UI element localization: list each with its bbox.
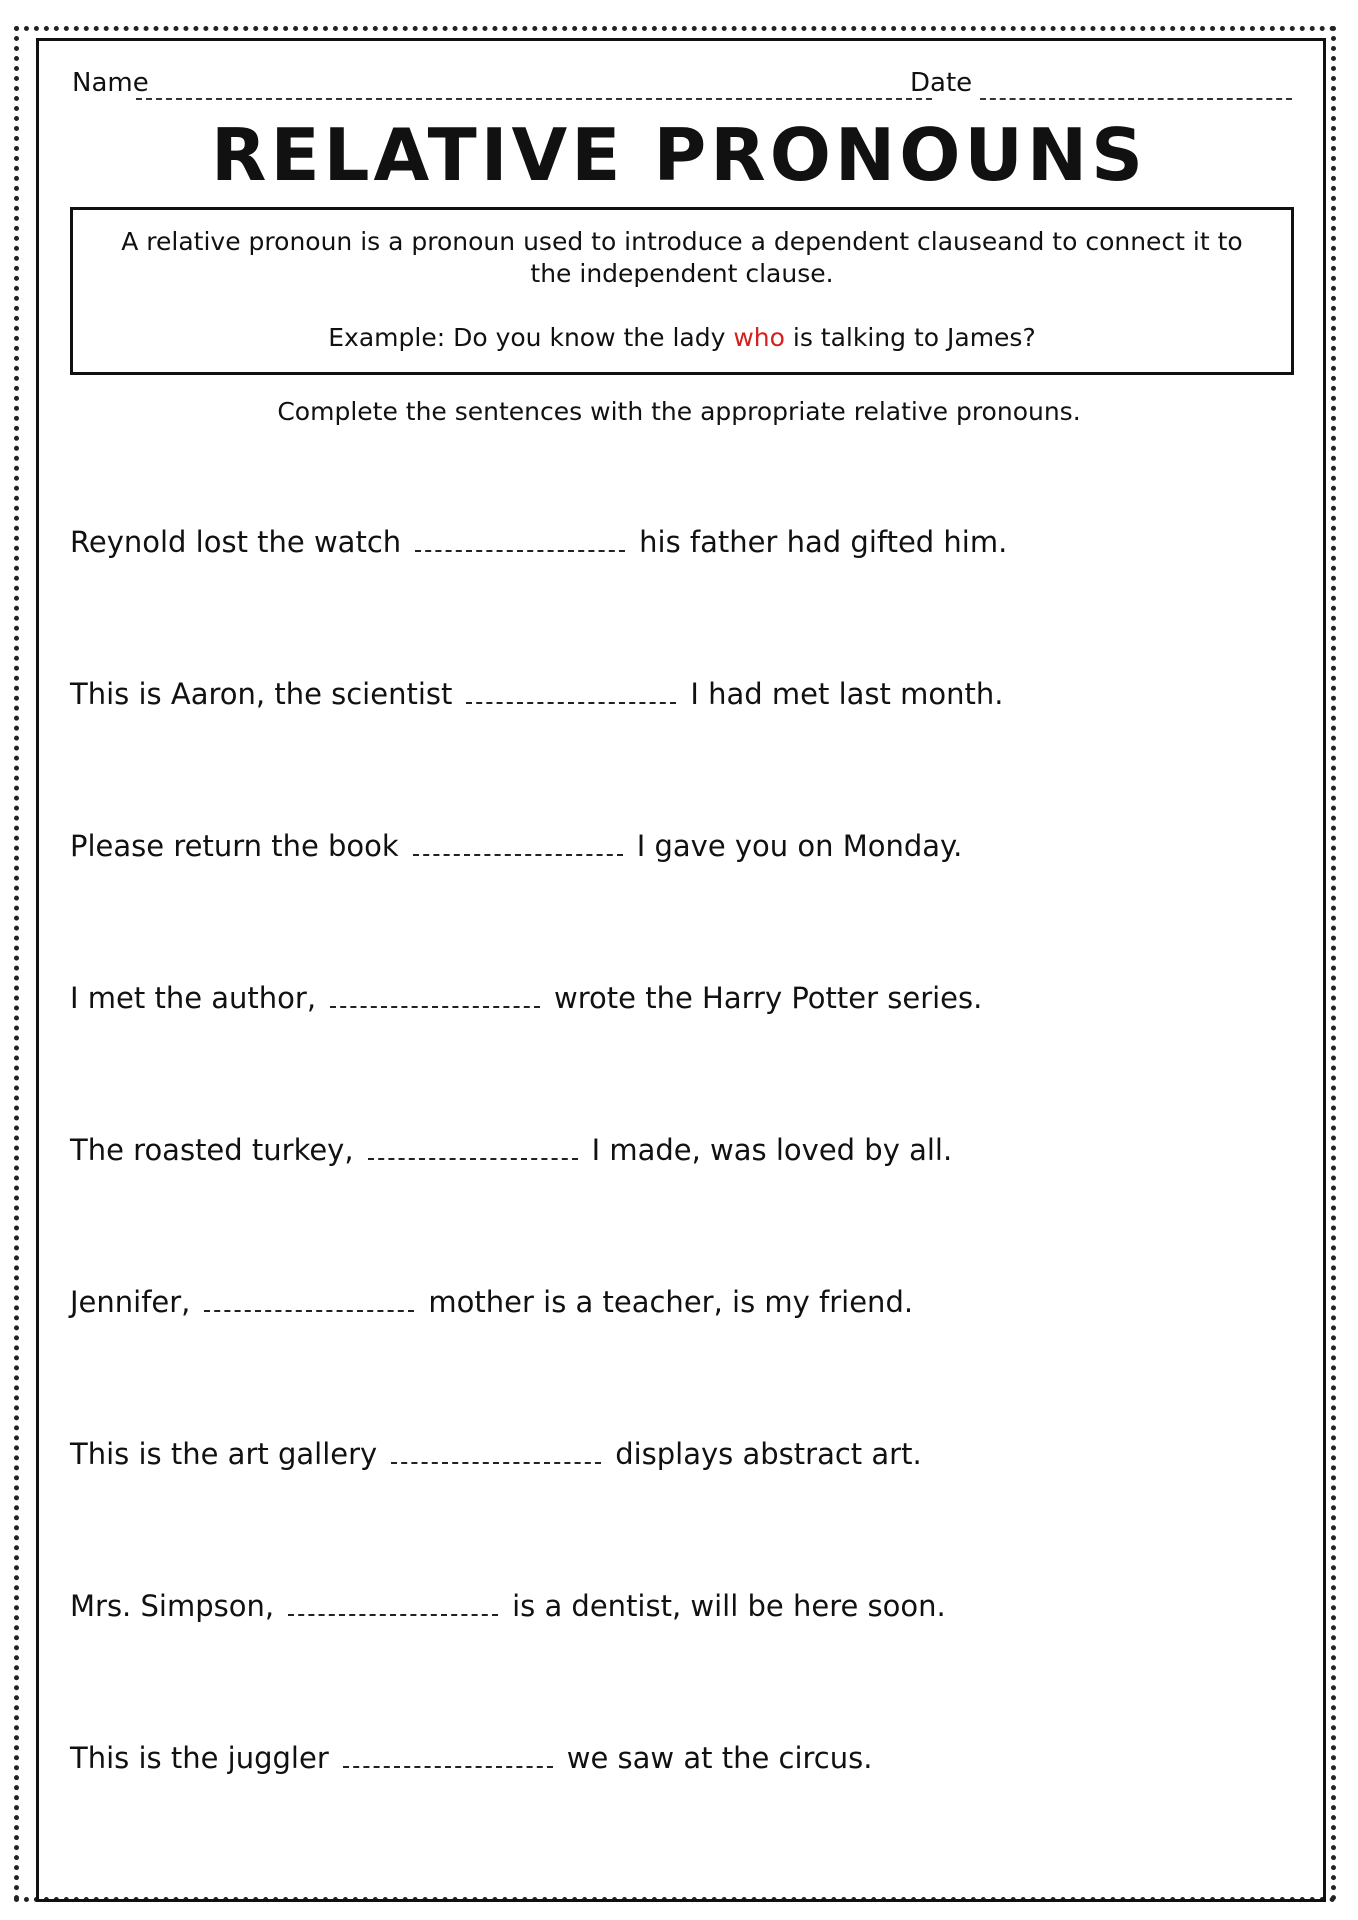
sentence-before: This is the art gallery (70, 1437, 378, 1471)
sentence-after: I gave you on Monday. (636, 829, 963, 863)
name-label: Name (72, 68, 149, 98)
sentence-before: Please return the book (70, 829, 399, 863)
sentence-after: wrote the Harry Potter series. (554, 981, 983, 1015)
sentence-before: The roasted turkey, (70, 1133, 354, 1167)
sentence-9 (70, 1740, 872, 1776)
answer-blank[interactable] (391, 1440, 601, 1464)
sentence-after: we saw at the circus. (566, 1741, 873, 1775)
sentence-after: I made, was loved by all. (591, 1133, 953, 1167)
answer-blank[interactable] (415, 528, 625, 552)
definition-text: A relative pronoun is a pronoun used to introduce a dependent clauseand to connect it to the independent clause. (121, 227, 1243, 288)
sentence-6 (70, 1284, 913, 1320)
definition-box (70, 207, 1294, 375)
sentence-after: mother is a teacher, is my friend. (428, 1285, 914, 1319)
date-field[interactable] (980, 98, 1292, 100)
example-highlight: who (733, 323, 785, 352)
sentence-after: is a dentist, will be here soon. (512, 1589, 946, 1623)
answer-blank[interactable] (343, 1744, 553, 1768)
sentence-1 (70, 524, 1007, 560)
answer-blank[interactable] (466, 680, 676, 704)
sentence-3 (70, 828, 962, 864)
sentence-2 (70, 676, 1003, 712)
header-row (72, 68, 1292, 108)
sentence-before: Reynold lost the watch (70, 525, 402, 559)
example-sentence (101, 322, 1263, 354)
answer-blank[interactable] (288, 1592, 498, 1616)
page-title: RELATIVE PRONOUNS (211, 113, 1147, 197)
sentence-before: This is Aaron, the scientist (70, 677, 453, 711)
instructions: Complete the sentences with the appropriate relative pronouns. (277, 397, 1081, 426)
sentence-before: Jennifer, (70, 1285, 191, 1319)
sentence-before: Mrs. Simpson, (70, 1589, 275, 1623)
sentence-7 (70, 1436, 922, 1472)
example-prefix: Example: Do you know the lady (328, 323, 734, 352)
sentence-before: I met the author, (70, 981, 317, 1015)
sentence-4 (70, 980, 982, 1016)
answer-blank[interactable] (204, 1288, 414, 1312)
sentence-after: I had met last month. (690, 677, 1004, 711)
answer-blank[interactable] (413, 832, 623, 856)
sentence-after: displays abstract art. (615, 1437, 922, 1471)
sentence-after: his father had gifted him. (639, 525, 1008, 559)
example-suffix: is talking to James? (784, 323, 1036, 352)
answer-blank[interactable] (330, 984, 540, 1008)
name-field[interactable] (136, 98, 932, 100)
sentence-8 (70, 1588, 946, 1624)
sentence-5 (70, 1132, 952, 1168)
sentence-before: This is the juggler (70, 1741, 329, 1775)
date-label: Date (910, 68, 973, 98)
answer-blank[interactable] (368, 1136, 578, 1160)
